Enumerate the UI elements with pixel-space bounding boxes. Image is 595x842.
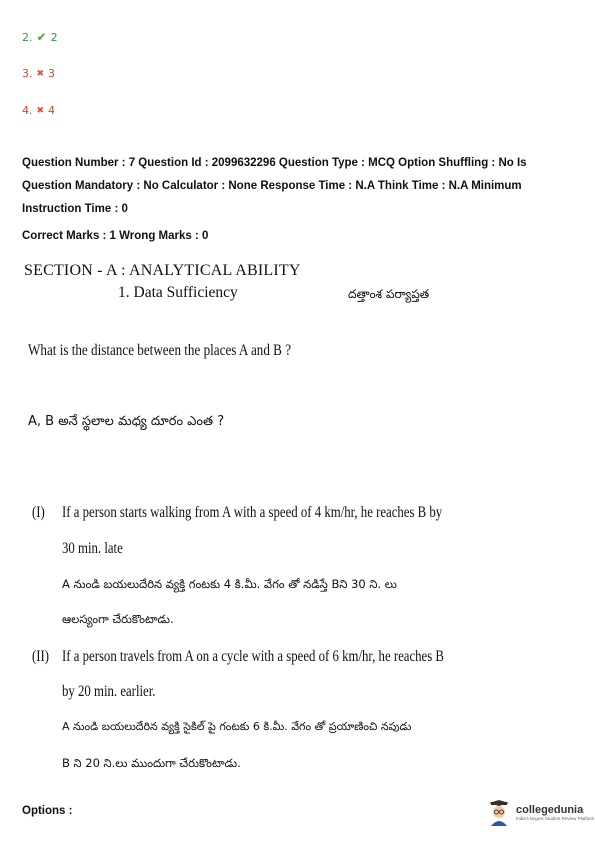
question-metadata	[22, 152, 582, 248]
options-label: Options :	[22, 805, 73, 817]
statement-2-telugu-line-2: B ని 20 ని.లు ముందుగా చేరుకొంటాడు.	[62, 756, 241, 770]
brand-name: collegedunia	[516, 804, 584, 817]
statement-1-telugu-line-1: A నుండి బయలుదేరిన వ్యక్తి గంటకు 4 కి.మీ. వేగం తో నడిస్తే Bని 30 ని. లు	[62, 577, 397, 591]
statement-1-telugu-line-2: ఆలస్యంగా చేరుకొంటాడు.	[62, 612, 174, 626]
option-number: 3.	[22, 67, 33, 80]
option-number: 2.	[22, 30, 33, 44]
brand-tagline: India's largest Student Review Platform	[516, 815, 595, 821]
option-4	[22, 104, 55, 117]
cross-icon: ✖	[36, 68, 45, 79]
collegedunia-logo	[488, 800, 594, 826]
statement-label: (I)	[32, 504, 45, 521]
student-mascot-icon	[488, 800, 510, 826]
statement-2-english-line-2: by 20 min. earlier.	[62, 683, 156, 700]
section-telugu-heading: దత్తాంశ పర్యాప్తత	[348, 287, 430, 301]
meta-line-3: Instruction Time : 0	[22, 203, 128, 215]
statement-2-telugu-line-1: A నుండి బయలుదేరిన వ్యక్తి సైకిల్ పై గంటకు 6 కి.మీ. వేగం తో ప్రయాణించి నపుడు	[62, 720, 412, 733]
statement-1-english-line-2: 30 min. late	[62, 540, 123, 557]
statement-label: (II)	[32, 648, 50, 665]
option-value: 3	[48, 67, 56, 80]
checkmark-icon: ✔	[36, 30, 47, 44]
marks-line: Correct Marks : 1 Wrong Marks : 0	[22, 230, 209, 242]
meta-line-2: Question Mandatory : No Calculator : None Response Time : N.A Think Time : N.A Minimum	[22, 180, 522, 192]
question-english: What is the distance between the places A and B ?	[28, 342, 292, 359]
statement-2-english-line-1: If a person travels from A on a cycle with a speed of 6 km/hr, he reaches B	[62, 648, 444, 665]
cross-icon: ✖	[36, 105, 45, 116]
option-3	[22, 67, 55, 80]
option-number: 4.	[22, 104, 33, 117]
option-2	[22, 30, 58, 44]
statement-1-english-line-1: If a person starts walking from A with a speed of 4 km/hr, he reaches B by	[62, 504, 443, 521]
section-subtitle: 1. Data Sufficiency	[118, 284, 238, 301]
meta-line-1: Question Number : 7 Question Id : 2099632296 Question Type : MCQ Option Shuffling : No Is	[22, 157, 527, 169]
question-telugu: A, B అనే స్థలాల మధ్య దూరం ఎంత ?	[28, 414, 225, 429]
option-value: 2	[50, 30, 58, 44]
option-value: 4	[48, 104, 56, 117]
section-title: SECTION - A : ANALYTICAL ABILITY	[24, 262, 301, 279]
